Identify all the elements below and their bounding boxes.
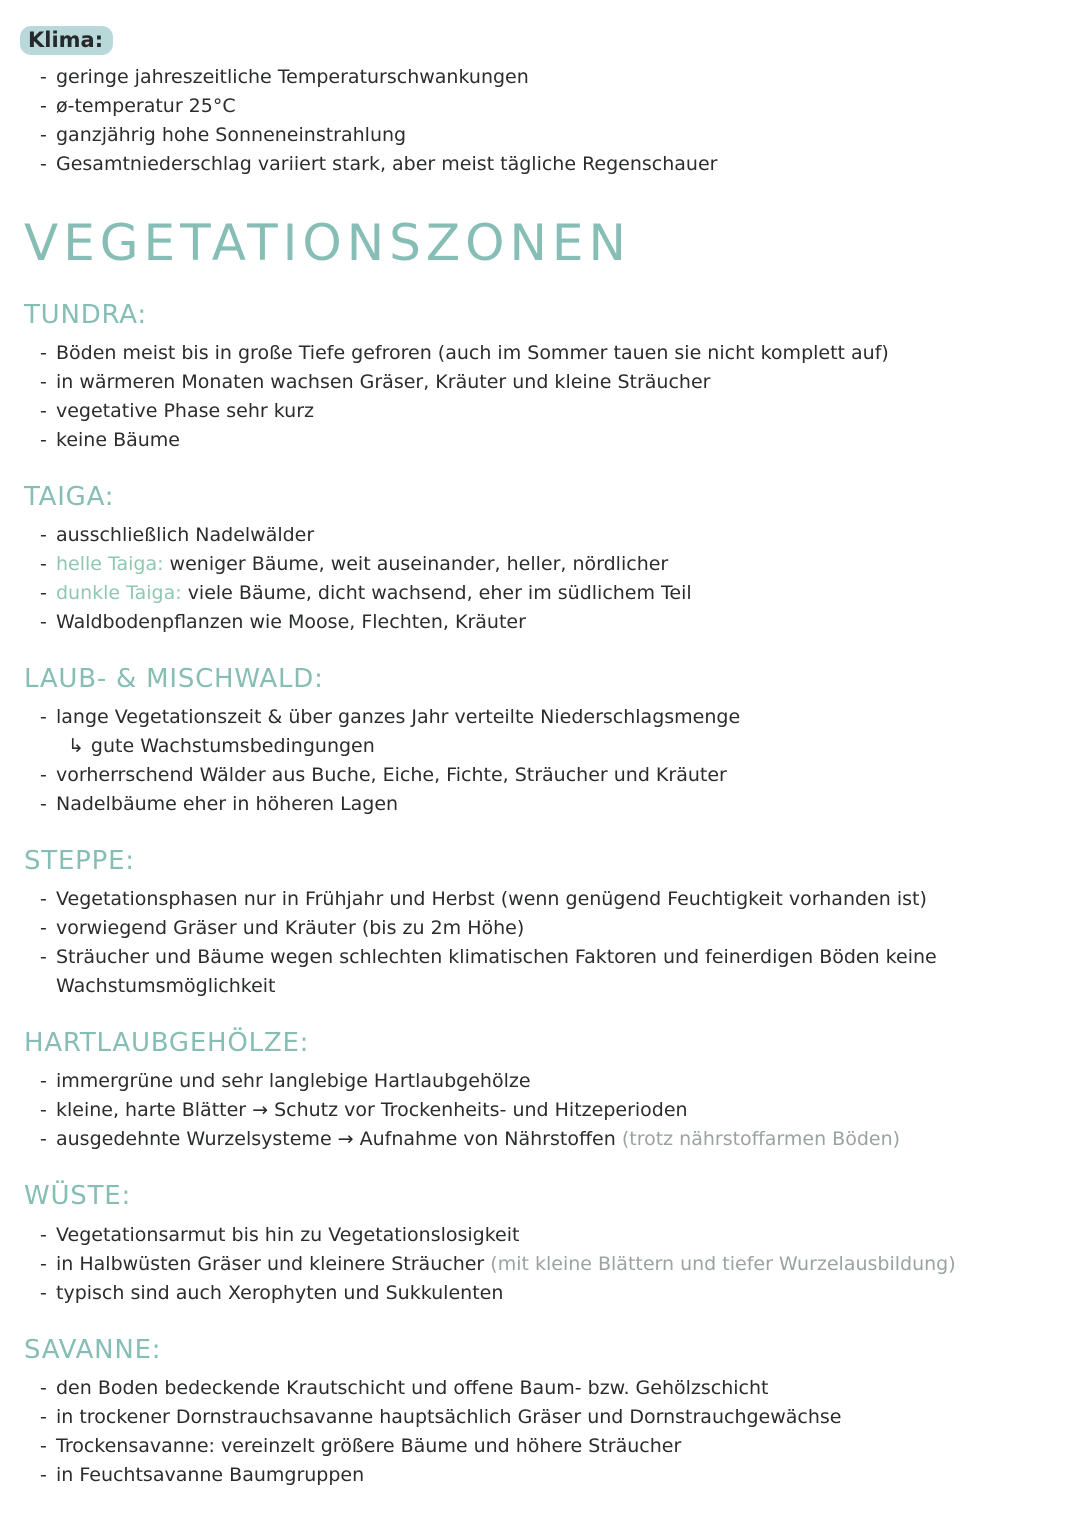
bullet-text: Vegetationsarmut bis hin zu Vegetationslosigkeit [56,1223,520,1246]
section-heading: TUNDRA: [24,299,147,330]
bullet-text: immergrüne und sehr langlebige Hartlaubgehölze [56,1070,531,1093]
sections [24,299,1050,1490]
section [24,1028,1050,1154]
bullet-item [40,397,1050,426]
bullet-text: kleine, harte Blätter → Schutz vor Trockenheits- und Hitzeperioden [56,1099,688,1122]
bullet-text: vorherrschend Wälder aus Buche, Eiche, Fichte, Sträucher und Kräuter [56,764,727,787]
section [24,1181,1050,1307]
bullet-text: in Feuchtsavanne Baumgruppen [56,1463,365,1486]
bullet-item [40,521,1050,550]
bullet-item [40,608,1050,637]
bullet-item [40,703,1050,761]
teal-term: dunkle Taiga: [56,581,188,604]
bullet-list [30,1067,1050,1154]
bullet-text: in trockener Dornstrauchsavanne hauptsächlich Gräser und Dornstrauchgewächse [56,1405,842,1428]
bullet-text: lange Vegetationszeit & über ganzes Jahr verteilte Niederschlagsmenge [56,706,741,729]
bullet-item [40,1221,1050,1250]
bullet-item [40,943,1050,1001]
section [24,1334,1050,1490]
section-heading: SAVANNE: [24,1334,162,1365]
klima-block [30,26,1050,179]
bullet-text: ø-temperatur 25°C [56,95,236,117]
page-title: VEGETATIONSZONEN [24,214,631,272]
bullet-item [40,1125,1050,1154]
bullet-text: vegetative Phase sehr kurz [56,399,314,422]
bullet-list [30,703,1050,819]
bullet-item [40,1250,1050,1279]
bullet-item [40,790,1050,819]
klima-list [30,63,1050,179]
bullet-text: typisch sind auch Xerophyten und Sukkulenten [56,1281,504,1304]
muted-note: (trotz nährstoffarmen Böden) [621,1128,901,1151]
section [24,481,1050,637]
bullet-item [40,1067,1050,1096]
bullet-text: den Boden bedeckende Krautschicht und offene Baum- bzw. Gehölzschicht [56,1376,769,1399]
bullet-item [40,761,1050,790]
bullet-item [40,1403,1050,1432]
bullet-item [40,150,1050,179]
bullet-item [40,1461,1050,1490]
bullet-item [40,1374,1050,1403]
bullet-list [30,1374,1050,1490]
bullet-item [40,1432,1050,1461]
bullet-text: Nadelbäume eher in höheren Lagen [56,793,399,816]
bullet-item [40,579,1050,608]
bullet-item [40,426,1050,455]
bullet-list [30,885,1050,1001]
bullet-text: Trockensavanne: vereinzelt größere Bäume und höhere Sträucher [56,1434,682,1457]
bullet-text: Vegetationsphasen nur in Frühjahr und Herbst (wenn genügend Feuchtigkeit vorhanden ist) [56,888,927,911]
sub-item [56,732,1050,761]
bullet-text: in Halbwüsten Gräser und kleinere Sträucher [56,1252,491,1275]
bullet-item [40,1279,1050,1308]
bullet-text: Waldbodenpflanzen wie Moose, Flechten, Kräuter [56,610,526,633]
teal-term: helle Taiga: [56,552,170,575]
section-heading: WÜSTE: [24,1181,131,1212]
arrow-hook-icon: ↳ [68,735,84,758]
sub-text: gute Wachstumsbedingungen [90,735,375,758]
bullet-list [30,521,1050,637]
section [24,299,1050,455]
section-heading: HARTLAUBGEHÖLZE: [24,1028,310,1059]
bullet-text: Sträucher und Bäume wegen schlechten klimatischen Faktoren und feinerdigen Böden keine Wachstumsmöglichkeit [56,946,937,998]
bullet-item [40,121,1050,150]
bullet-text: in wärmeren Monaten wachsen Gräser, Kräuter und kleine Sträucher [56,370,711,393]
bullet-text: weniger Bäume, weit auseinander, heller, nördlicher [169,552,669,575]
bullet-item [40,1096,1050,1125]
section [24,663,1050,819]
bullet-text: geringe jahreszeitliche Temperaturschwankungen [56,66,529,88]
bullet-text: viele Bäume, dicht wachsend, eher im südlichem Teil [187,581,692,604]
bullet-item [40,550,1050,579]
bullet-item [40,885,1050,914]
bullet-item [40,63,1050,92]
bullet-text: ganzjährig hohe Sonneneinstrahlung [56,124,407,146]
bullet-item [40,339,1050,368]
muted-note: (mit kleine Blättern und tiefer Wurzelausbildung) [490,1252,956,1275]
bullet-text: Gesamtniederschlag variiert stark, aber meist tägliche Regenschauer [56,153,718,175]
bullet-list [30,1221,1050,1308]
klima-heading: Klima: [20,26,113,55]
bullet-item [40,92,1050,121]
bullet-item [40,368,1050,397]
bullet-text: keine Bäume [56,428,180,451]
bullet-text: vorwiegend Gräser und Kräuter (bis zu 2m Höhe) [56,917,525,940]
section [24,846,1050,1001]
bullet-text: ausgedehnte Wurzelsysteme → Aufnahme von Nährstoffen [56,1128,622,1151]
bullet-text: Böden meist bis in große Tiefe gefroren (auch im Sommer tauen sie nicht komplett auf) [56,341,889,364]
section-heading: LAUB- & MISCHWALD: [24,663,324,694]
bullet-item [40,914,1050,943]
section-heading: TAIGA: [24,481,115,512]
bullet-text: ausschließlich Nadelwälder [56,523,315,546]
bullet-list [30,339,1050,455]
section-heading: STEPPE: [24,846,135,877]
